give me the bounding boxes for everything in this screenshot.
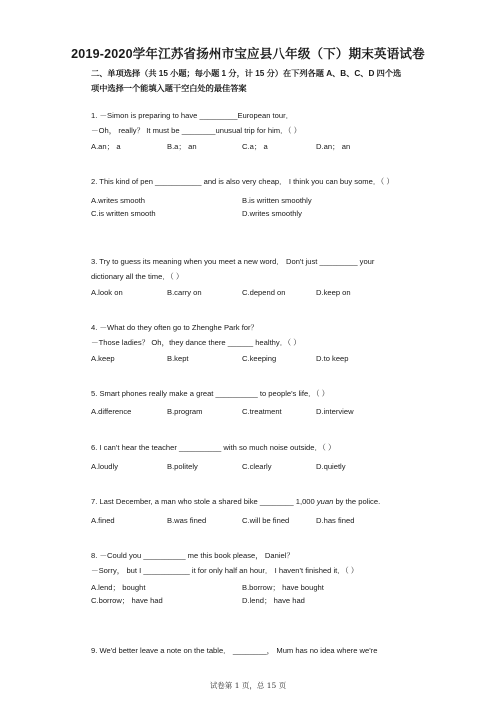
section-line-2: 项中选择一个能填入题干空白处的最佳答案: [91, 84, 247, 93]
option-c[interactable]: C.will be fined: [242, 516, 290, 525]
question-2: [91, 174, 421, 189]
option-b[interactable]: B.was fined: [167, 516, 207, 525]
question-text: －Sorry， but I ___________ it for only half an hour． I haven't finished it．（ ）: [91, 566, 359, 575]
option-d[interactable]: D.has fined: [316, 516, 355, 525]
option-c[interactable]: C.keeping: [242, 354, 277, 363]
option-a[interactable]: A.look on: [91, 288, 123, 297]
option-c[interactable]: C.is written smooth: [91, 209, 156, 218]
question-text: 5. Smart phones really make a great __________ to people's life．（ ）: [91, 389, 330, 398]
question-text-part: by the police.: [333, 497, 381, 506]
question-text: 1. －Simon is preparing to have _________European tour．: [91, 111, 294, 120]
question-text: －Oh， really？ It must be ________unusual trip for him．（ ）: [91, 126, 302, 135]
option-b[interactable]: B.kept: [167, 354, 189, 363]
section-instructions: [91, 66, 431, 96]
option-a[interactable]: A.lend； bought: [91, 583, 146, 592]
question-text: 9. We'd better leave a note on the table． ________， Mum has no idea where we're: [91, 646, 378, 655]
option-b[interactable]: B.program: [167, 407, 203, 416]
option-b[interactable]: B.is written smoothly: [242, 196, 312, 205]
page-footer: 试卷第 1 页，总 15 页: [209, 681, 287, 690]
question-text: 6. I can't hear the teacher __________ with so much noise outside．（ ）: [91, 443, 336, 452]
question-3: [91, 254, 421, 284]
option-d[interactable]: D.writes smoothly: [242, 209, 302, 218]
option-d[interactable]: D.to keep: [316, 354, 349, 363]
option-c[interactable]: C.clearly: [242, 462, 272, 471]
option-a[interactable]: A.difference: [91, 407, 132, 416]
option-b[interactable]: B.politely: [167, 462, 198, 471]
option-d[interactable]: D.an； an: [316, 142, 351, 151]
question-text: －Those ladies？ Oh，they dance there ______ healthy．（ ）: [91, 338, 301, 347]
page-title: 2019-2020学年江苏省扬州市宝应县八年级（下）期末英语试卷: [71, 47, 425, 61]
option-d[interactable]: D.keep on: [316, 288, 351, 297]
option-d[interactable]: D.lend； have had: [242, 596, 305, 605]
option-b[interactable]: B.carry on: [167, 288, 202, 297]
option-d[interactable]: D.interview: [316, 407, 354, 416]
section-line-1: 二、单项选择（共 15 小题；每小题 1 分，计 15 分）在下列各题 A、B、C、D 四个选: [91, 69, 402, 78]
question-6: [91, 440, 421, 455]
option-a[interactable]: A.writes smooth: [91, 196, 146, 205]
option-c[interactable]: C.depend on: [242, 288, 286, 297]
option-c[interactable]: C.treatment: [242, 407, 282, 416]
option-a[interactable]: A.fined: [91, 516, 115, 525]
question-1: [91, 108, 421, 138]
option-b[interactable]: B.borrow； have bought: [242, 583, 324, 592]
option-a[interactable]: A.loudly: [91, 462, 119, 471]
option-c[interactable]: C.borrow； have had: [91, 596, 163, 605]
option-a[interactable]: A.an； a: [91, 142, 121, 151]
question-7: [91, 494, 421, 509]
question-4: [91, 320, 421, 350]
question-text: 4. －What do they often go to Zhenghe Park for？: [91, 323, 259, 332]
question-text-italic: yuan: [316, 497, 334, 506]
question-8: [91, 548, 421, 578]
question-9: [91, 643, 421, 658]
question-text: dictionary all the time．（ ）: [91, 272, 184, 281]
option-b[interactable]: B.a； an: [167, 142, 197, 151]
option-c[interactable]: C.a； a: [242, 142, 268, 151]
question-text: 8. －Could you __________ me this book please， Daniel？: [91, 551, 295, 560]
question-5: [91, 386, 421, 401]
question-text: [91, 494, 421, 509]
option-d[interactable]: D.quietly: [316, 462, 346, 471]
option-a[interactable]: A.keep: [91, 354, 115, 363]
question-text-part: 7. Last December, a man who stole a shared bike ________ 1,000: [91, 497, 317, 506]
question-text: 3. Try to guess its meaning when you meet a new word． Don't just _________ your: [91, 257, 375, 266]
question-text: 2. This kind of pen ___________ and is also very cheap． I think you can buy some．（ ）: [91, 177, 394, 186]
